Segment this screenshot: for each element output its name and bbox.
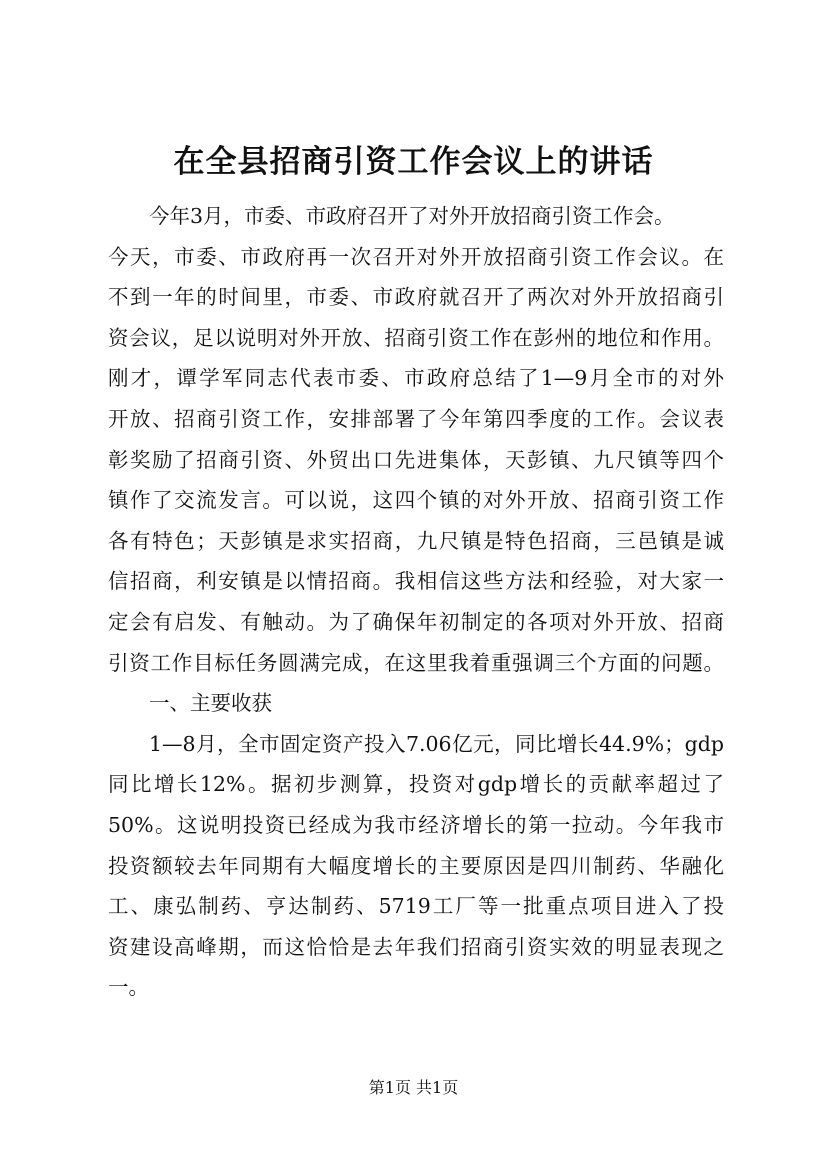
text-line: 镇作了交流发言。可以说，这四个镇的对外开放、招商引资工作: [108, 488, 724, 513]
text-line: 今年3月，市委、市政府召开了对外开放招商引资工作会。: [149, 204, 675, 228]
text-line: 同比增长12%。据初步测算，投资对gdp增长的贡献率超过了: [108, 772, 724, 797]
document-body: [108, 196, 724, 1008]
text-line: 不到一年的时间里，市委、市政府就召开了两次对外开放招商引: [108, 285, 724, 310]
text-line: 刚才，谭学军同志代表市委、市政府总结了1—9月全市的对外: [108, 366, 724, 391]
text-line: 信招商，利安镇是以情招商。我相信这些方法和经验，对大家一: [108, 569, 724, 594]
page-footer: 第1页 共1页: [368, 1078, 459, 1097]
text-line: 工、康弘制药、亨达制药、5719工厂等一批重点项目进入了投: [108, 894, 724, 919]
text-line: 彰奖励了招商引资、外贸出口先进集体，天彭镇、九尺镇等四个: [108, 447, 724, 472]
text-line: 资建设高峰期，而这恰恰是去年我们招商引资实效的明显表现之: [108, 934, 724, 959]
document-title: 在全县招商引资工作会议上的讲话: [173, 144, 654, 180]
text-line: 定会有启发、有触动。为了确保年初制定的各项对外开放、招商: [108, 609, 724, 634]
text-line: 50%。这说明投资已经成为我市经济增长的第一拉动。今年我市: [108, 812, 724, 837]
text-line: 投资额较去年同期有大幅度增长的主要原因是四川制药、华融化: [108, 853, 724, 878]
text-line: 1—8月，全市固定资产投入7.06亿元，同比增长44.9%；gdp: [149, 731, 724, 756]
text-line: 各有特色；天彭镇是求实招商，九尺镇是特色招商，三邑镇是诚: [108, 528, 724, 553]
section-heading: 一、主要收获: [149, 691, 272, 716]
text-line: 今天，市委、市政府再一次召开对外开放招商引资工作会议。在: [108, 244, 724, 269]
text-line: 开放、招商引资工作，安排部署了今年第四季度的工作。会议表: [108, 406, 724, 431]
text-line: 引资工作目标任务圆满完成，在这里我着重强调三个方面的问题。: [108, 650, 724, 675]
text-line: 资会议，足以说明对外开放、招商引资工作在彭州的地位和作用。: [108, 325, 724, 350]
text-line: 一。: [108, 975, 149, 1000]
